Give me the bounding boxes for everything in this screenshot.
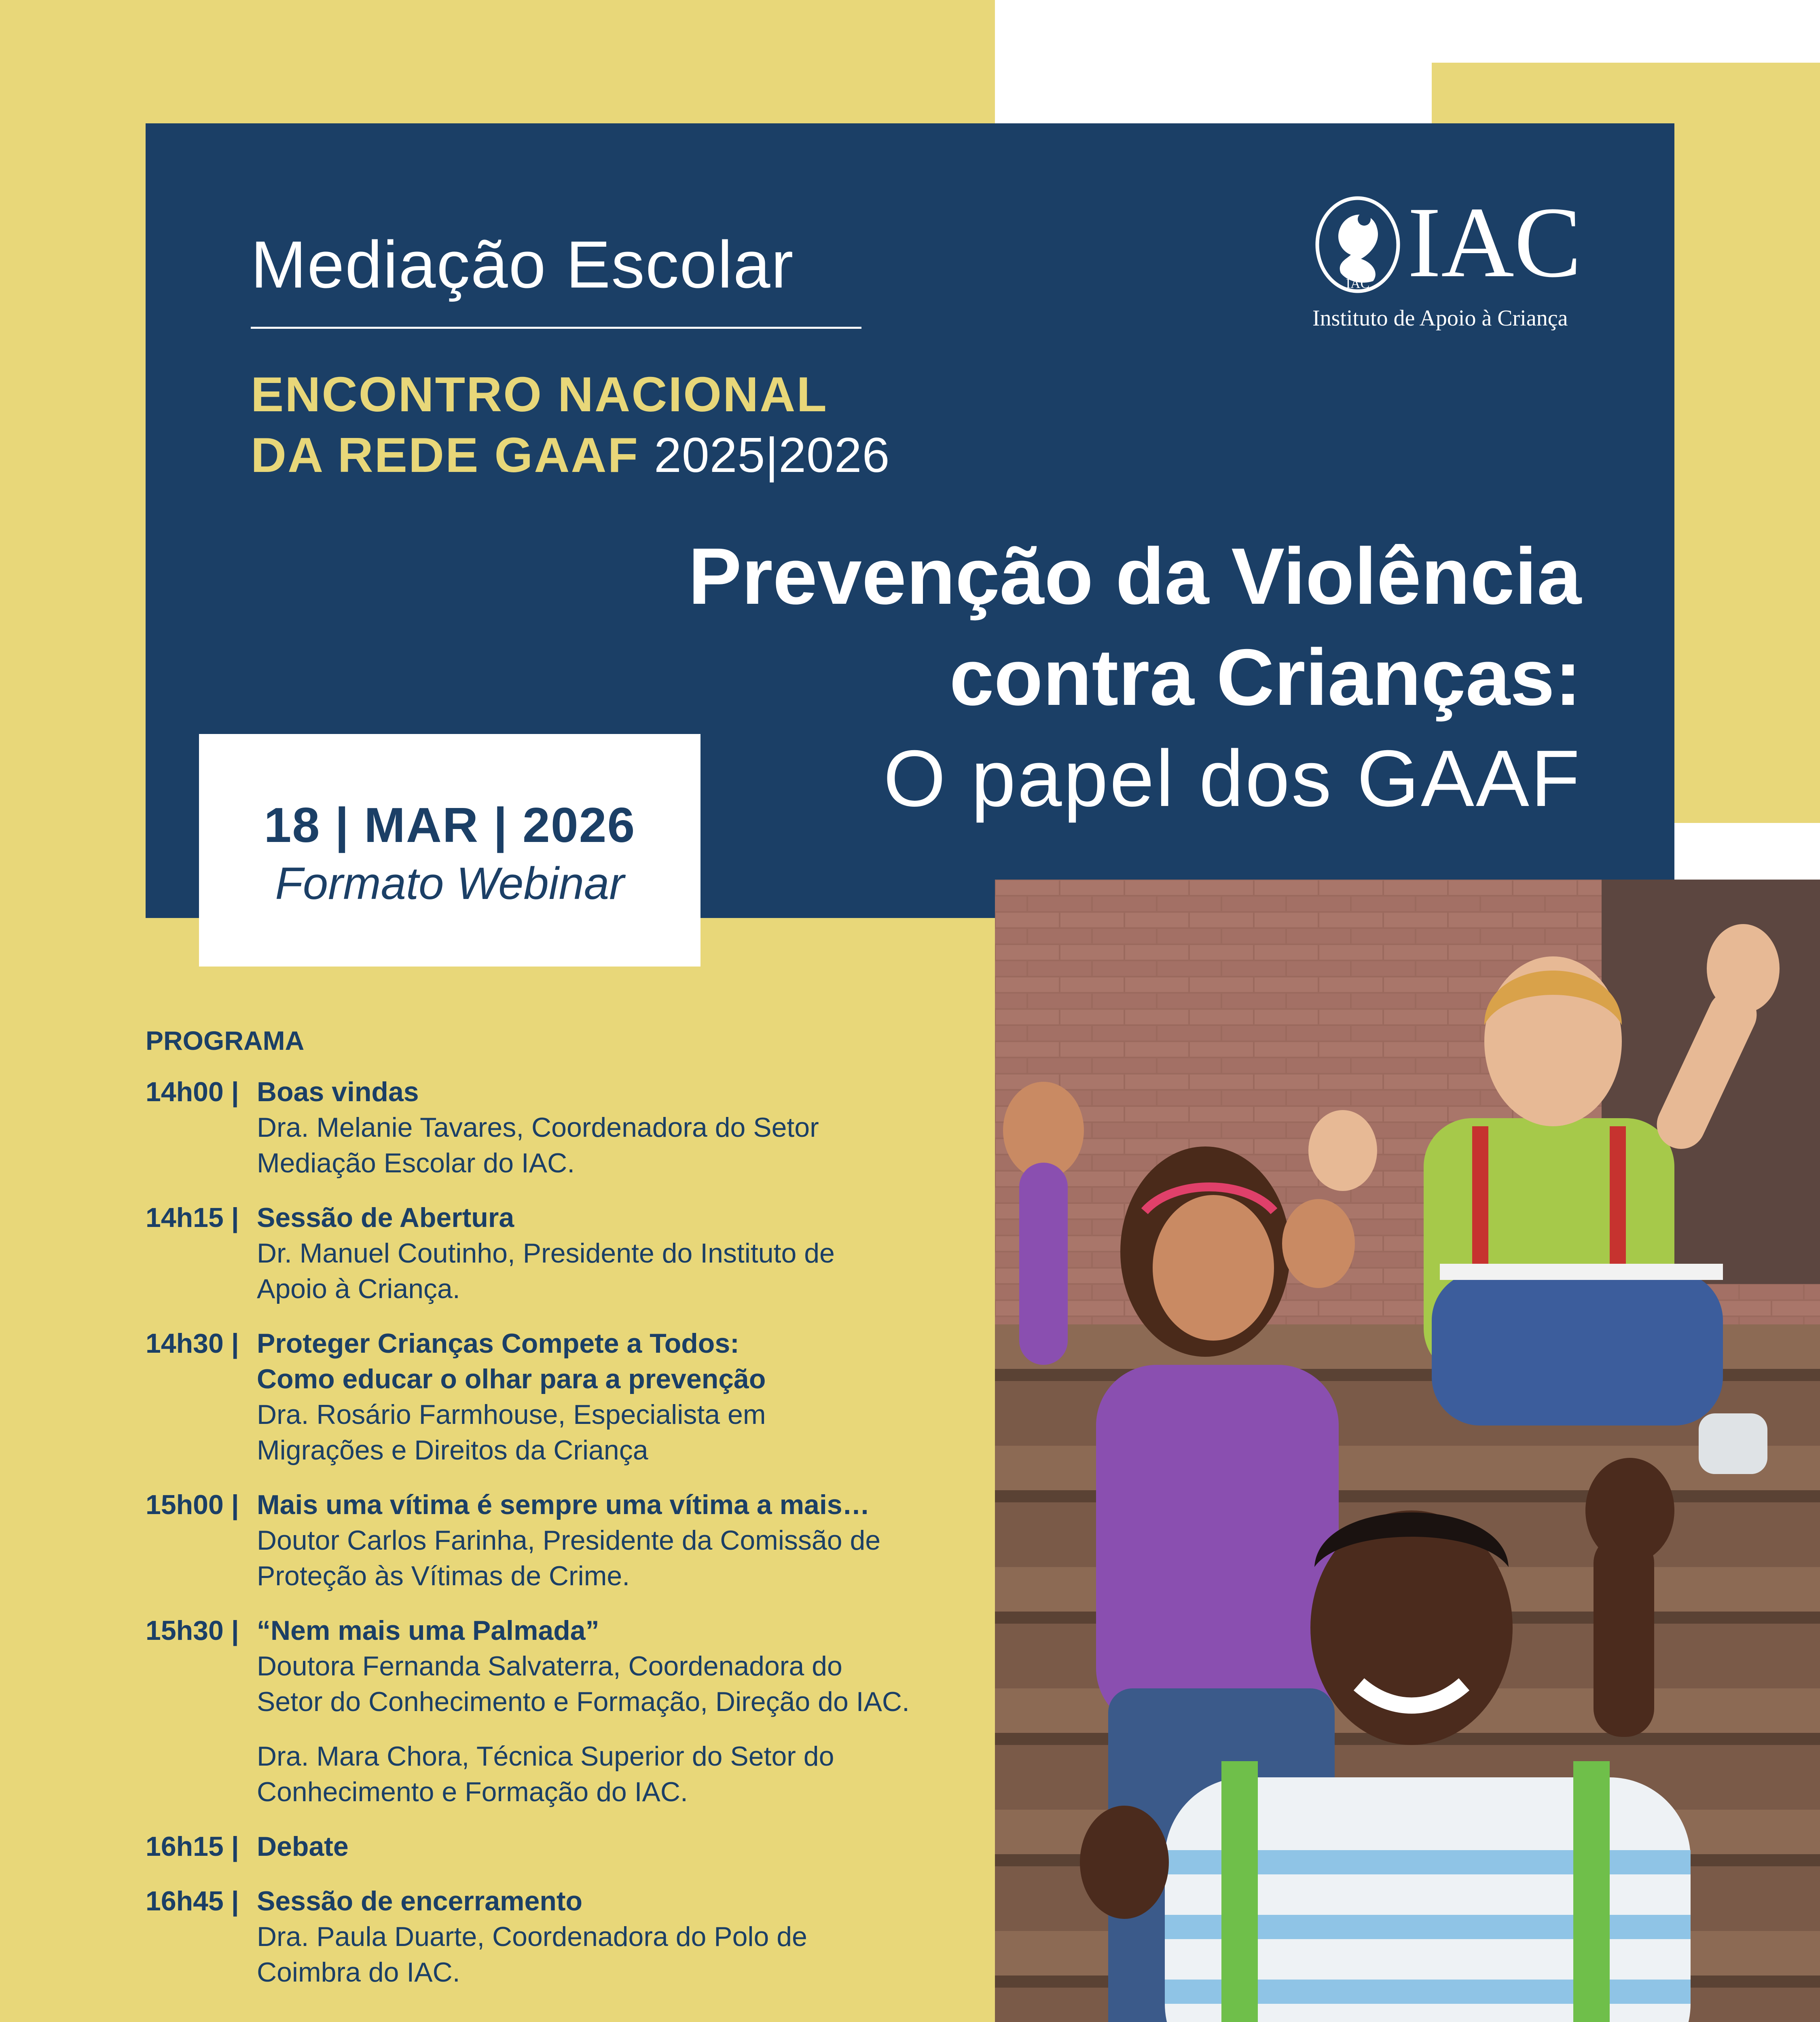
program-speaker: Doutora Fernanda Salvaterra, Coordenadora do <box>257 1651 842 1681</box>
program-title: Como educar o olhar para a prevenção <box>257 1364 766 1394</box>
event-name-line2 <box>251 425 890 485</box>
event-name-line1: ENCONTRO NACIONAL <box>251 367 828 422</box>
iac-emblem-icon <box>1312 194 1405 295</box>
program-speaker: Apoio à Criança. <box>257 1273 460 1304</box>
program-item <box>146 1326 995 1468</box>
header-divider <box>251 327 861 329</box>
program-item <box>146 1487 995 1594</box>
program-title: Boas vindas <box>257 1077 419 1107</box>
iac-logo-text: IAC <box>1407 186 1582 298</box>
program-time: 15h00 | <box>146 1489 239 1520</box>
program-item <box>146 1883 995 1990</box>
program-item <box>146 1200 995 1307</box>
main-title <box>688 526 1581 829</box>
program-heading: PROGRAMA <box>146 1026 305 1055</box>
header-title: Mediação Escolar <box>251 227 794 302</box>
program-time: 14h30 | <box>146 1328 239 1359</box>
program-title: Debate <box>257 1831 349 1862</box>
program-speaker: Mediação Escolar do IAC. <box>257 1148 575 1178</box>
main-title-line2: contra Crianças: <box>949 632 1581 722</box>
event-date: 18 | MAR | 2026 <box>264 797 636 852</box>
event-year: 2025|2026 <box>654 427 890 482</box>
program-time: 16h45 | <box>146 1886 239 1916</box>
main-title-line3: O papel dos GAAF <box>883 734 1581 823</box>
program-speaker: Dra. Melanie Tavares, Coordenadora do Setor <box>257 1112 819 1143</box>
program-section <box>146 1025 995 2009</box>
iac-logo <box>1312 186 1583 336</box>
program-title: “Nem mais uma Palmada” <box>257 1615 599 1646</box>
program-title: Sessão de Abertura <box>257 1202 514 1233</box>
program-speaker: Dr. Manuel Coutinho, Presidente do Instituto de <box>257 1238 835 1269</box>
program-time: 14h00 | <box>146 1077 239 1107</box>
program-time: 16h15 | <box>146 1831 239 1862</box>
event-name-line2-text: DA REDE GAAF <box>251 427 639 482</box>
event-name <box>251 364 890 485</box>
date-box <box>199 734 700 967</box>
event-format: Formato Webinar <box>275 858 624 909</box>
main-title-line1: Prevenção da Violência <box>688 531 1581 621</box>
program-title: Proteger Crianças Compete a Todos: <box>257 1328 739 1359</box>
program-speaker: Dra. Paula Duarte, Coordenadora do Polo de <box>257 1921 807 1952</box>
program-speaker: Doutor Carlos Farinha, Presidente da Comissão de <box>257 1525 881 1556</box>
program-speaker: Setor do Conhecimento e Formação, Direção do IAC. <box>257 1686 910 1717</box>
program-title: Mais uma vítima é sempre uma vítima a mais… <box>257 1489 870 1520</box>
program-item <box>146 1613 995 1720</box>
program-time: 15h30 | <box>146 1615 239 1646</box>
program-speaker: Dra. Rosário Farmhouse, Especialista em <box>257 1399 766 1430</box>
program-time: 14h15 | <box>146 1202 239 1233</box>
program-extra-speaker <box>257 1739 995 1810</box>
program-speaker: Dra. Mara Chora, Técnica Superior do Setor do <box>257 1741 834 1772</box>
program-speaker: Migrações e Direitos da Criança <box>257 1435 648 1466</box>
children-photo <box>995 880 1820 2022</box>
iac-emblem-text: IAC <box>1346 276 1370 291</box>
program-item <box>146 1074 995 1181</box>
program-speaker: Conhecimento e Formação do IAC. <box>257 1777 688 1807</box>
iac-logo-subtitle: Instituto de Apoio à Criança <box>1312 306 1568 331</box>
program-speaker: Proteção às Vítimas de Crime. <box>257 1561 630 1591</box>
program-title: Sessão de encerramento <box>257 1886 583 1916</box>
program-item <box>146 1829 995 1864</box>
program-speaker: Coimbra do IAC. <box>257 1957 460 1988</box>
